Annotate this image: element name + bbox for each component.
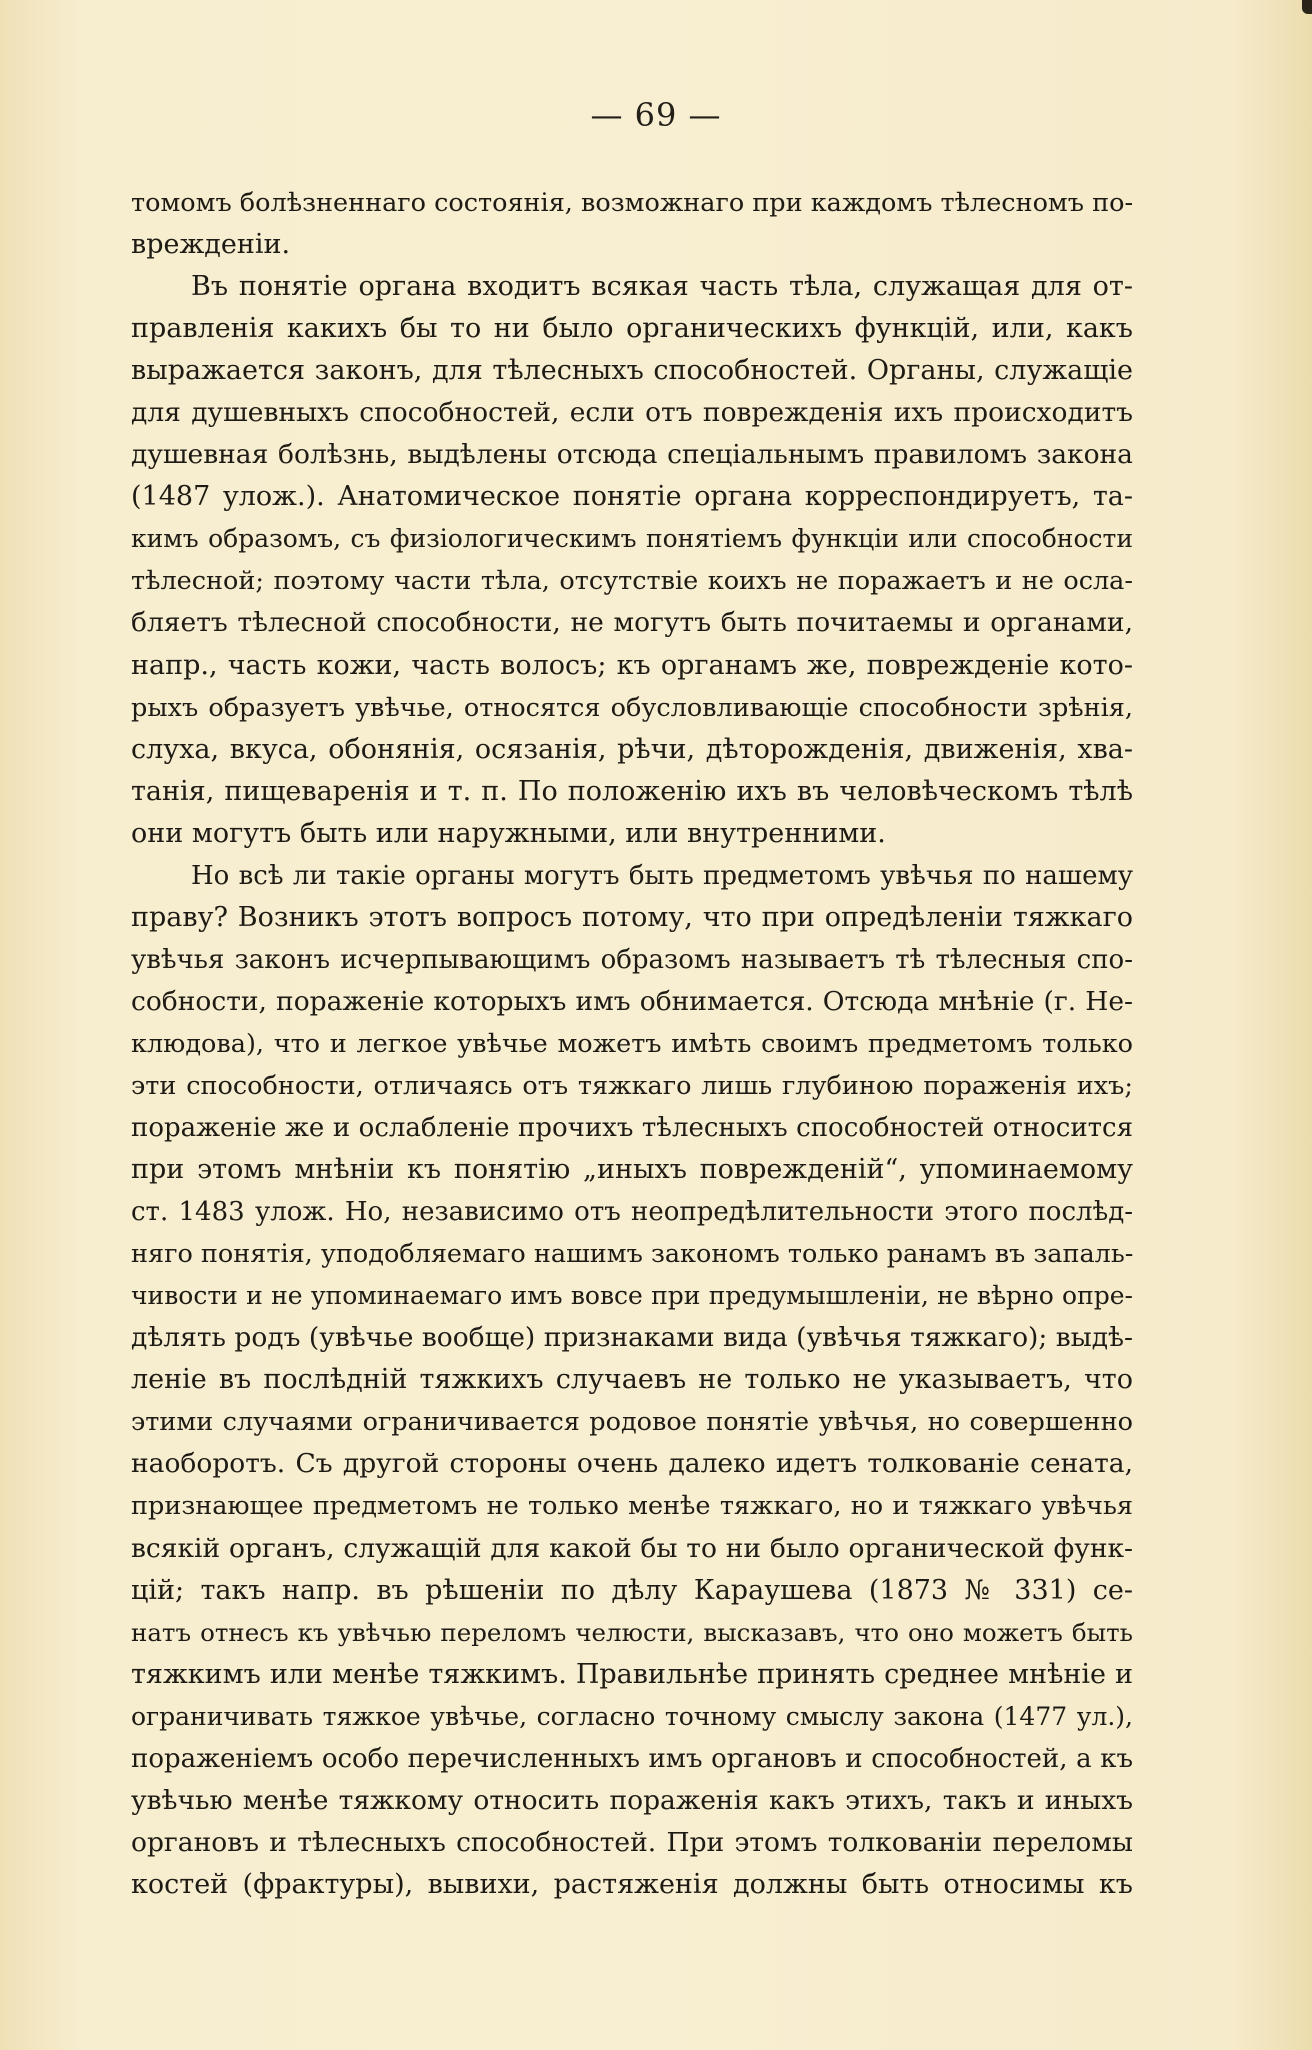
- text-line: эти способности, отличаясь отъ тяжкаго лишь глубиною пораженія ихъ;: [131, 1070, 1133, 1101]
- text-line: они могутъ быть или наружными, или внутренними.: [131, 817, 886, 849]
- scan-corner-mark: [1302, 0, 1312, 14]
- text-line: признающее предметомъ не только менѣе тяжкаго, но и тяжкаго увѣчья: [131, 1491, 1133, 1522]
- text-line: всякій органъ, служащій для какой бы то ни было органической функ-: [131, 1532, 1133, 1564]
- text-line: правленія какихъ бы то ни было органическихъ функцій, или, какъ: [131, 313, 1133, 345]
- text-line: ограничивать тяжкое увѣчье, согласно точному смыслу закона (1477 ул.),: [131, 1701, 1133, 1731]
- text-line: тѣлесной; поэтому части тѣла, отсутствіе коихъ не поражаетъ и не осла-: [131, 566, 1133, 597]
- text-line: томомъ болѣзненнаго состоянія, возможнаго при каждомъ тѣлесномъ по-: [131, 188, 1134, 218]
- text-line: клюдова), что и легкое увѣчье можетъ имѣть своимъ предметомъ только: [131, 1028, 1133, 1059]
- text-line: душевная болѣзнь, выдѣлены отсюда спеціальнымъ правиломъ закона: [131, 439, 1133, 471]
- text-line: выражается законъ, для тѣлесныхъ способностей. Органы, служащіе: [131, 355, 1133, 387]
- text-line: ст. 1483 улож. Но, независимо отъ неопредѣлительности этого послѣд-: [131, 1197, 1133, 1228]
- text-line: пораженіемъ особо перечисленныхъ имъ органовъ и способностей, а къ: [131, 1743, 1133, 1774]
- text-line: кимъ образомъ, съ физіологическимъ понятіемъ функціи или способности: [131, 524, 1133, 554]
- text-line: дѣлять родъ (увѣчье вообще) признаками вида (увѣчья тяжкаго); выдѣ-: [131, 1322, 1133, 1354]
- text-line: напр., часть кожи, часть волосъ; къ органамъ же, поврежденіе кото-: [131, 649, 1133, 681]
- text-line: цій; такъ напр. въ рѣшеніи по дѣлу Караушева (1873 № 331) се-: [131, 1574, 1133, 1606]
- text-line: леніе въ послѣдній тяжкихъ случаевъ не только не указываетъ, что: [131, 1364, 1133, 1396]
- text-line: пораженіе же и ослабленіе прочихъ тѣлесныхъ способностей относится: [131, 1113, 1133, 1144]
- text-line: для душевныхъ способностей, если отъ поврежденія ихъ происходитъ: [131, 397, 1133, 429]
- text-line: натъ отнесъ къ увѣчью переломъ челюсти, высказавъ, что оно можетъ быть: [131, 1617, 1133, 1647]
- text-line: бляетъ тѣлесной способности, не могутъ быть почитаемы и органами,: [131, 607, 1133, 639]
- text-line: собности, пораженіе которыхъ имъ обнимается. Отсюда мнѣніе (г. Не-: [131, 985, 1133, 1017]
- page-number: — 69 —: [590, 96, 722, 134]
- text-line: органовъ и тѣлесныхъ способностей. При этомъ толкованіи переломы: [131, 1826, 1133, 1858]
- text-line: слуха, вкуса, обонянія, осязанія, рѣчи, дѣторожденія, движенія, хва-: [131, 733, 1133, 765]
- text-line: чивости и не упоминаемаго имъ вовсе при предумышленіи, не вѣрно опре-: [131, 1281, 1133, 1311]
- text-line: этими случаями ограничивается родовое понятіе увѣчья, но совершенно: [131, 1407, 1133, 1438]
- text-line: няго понятія, уподобляемаго нашимъ закономъ только ранамъ въ запаль-: [131, 1239, 1134, 1270]
- text-line: (1487 улож.). Анатомическое понятіе органа корреспондируетъ, та-: [131, 481, 1133, 513]
- text-line: при этомъ мнѣніи къ понятію „иныхъ поврежденій“, упоминаемому: [131, 1154, 1133, 1186]
- text-line: рыхъ образуетъ увѣчье, относятся обусловливающіе способности зрѣнія,: [131, 692, 1133, 723]
- text-line: наоборотъ. Съ другой стороны очень далеко идетъ толкованіе сената,: [131, 1448, 1133, 1480]
- text-line: праву? Возникъ этотъ вопросъ потому, что при опредѣленіи тяжкаго: [131, 901, 1133, 933]
- text-line: костей (фрактуры), вывихи, растяженія должны быть относимы къ: [131, 1868, 1133, 1900]
- text-line: танія, пищеваренія и т. п. По положенію ихъ въ человѣческомъ тѣлѣ: [131, 775, 1133, 807]
- text-line: врежденіи.: [131, 229, 291, 261]
- text-line: тяжкимъ или менѣе тяжкимъ. Правильнѣе принять среднее мнѣніе и: [131, 1658, 1133, 1690]
- text-line: увѣчья законъ исчерпывающимъ образомъ называетъ тѣ тѣлесныя спо-: [131, 944, 1133, 975]
- body-text: [131, 182, 1133, 1906]
- text-line: Но всѣ ли такіе органы могутъ быть предметомъ увѣчья по нашему: [191, 860, 1133, 891]
- text-line: увѣчью менѣе тяжкому относить пораженія какъ этихъ, такъ и иныхъ: [131, 1784, 1133, 1816]
- text-line: Въ понятіе органа входитъ всякая часть тѣла, служащая для от-: [191, 271, 1133, 303]
